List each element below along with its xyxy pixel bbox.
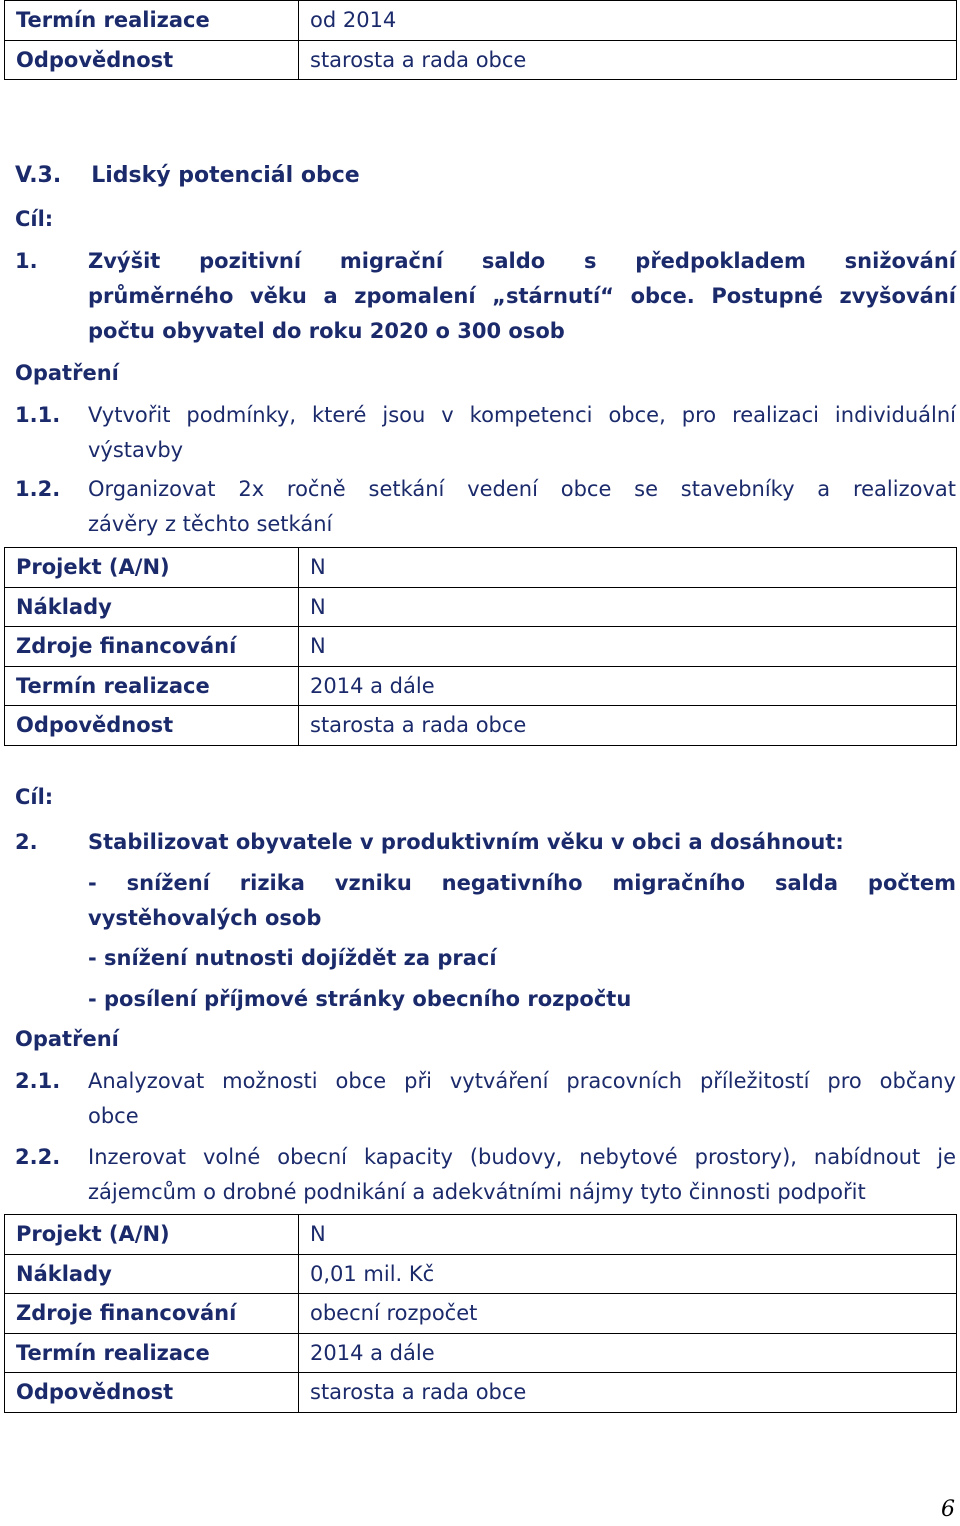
- measure-number: 2.2.: [15, 1145, 61, 1169]
- measures-label: Opatření: [15, 361, 119, 385]
- goal-number: 2.: [15, 830, 38, 854]
- table-row: [5, 706, 957, 746]
- table-row: [5, 587, 957, 627]
- goal-title: [88, 825, 956, 860]
- table-label: Odpovědnost: [5, 40, 299, 80]
- table-row: [5, 1254, 957, 1294]
- table-row: [5, 1, 957, 41]
- table-value: N: [299, 548, 957, 588]
- table-label: Zdroje financování: [5, 1294, 299, 1334]
- goal-number: 1.: [15, 249, 38, 273]
- measure-line: závěry z těchto setkání: [88, 512, 333, 536]
- section-heading: [15, 163, 360, 188]
- measure-line: Vytvořit podmínky, které jsou v kompetenci obce, pro realizaci individuální: [88, 403, 956, 427]
- bullet-line: vystěhovalých osob: [88, 906, 322, 930]
- measure-text: [88, 1064, 956, 1134]
- table-row: [5, 40, 957, 80]
- goal-label: Cíl:: [15, 207, 54, 231]
- goal-line: počtu obyvatel do roku 2020 o 300 osob: [88, 319, 565, 343]
- measure-number: 1.1.: [15, 403, 61, 427]
- table-value: starosta a rada obce: [299, 706, 957, 746]
- measure-line: Inzerovat volné obecní kapacity (budovy, nebytové prostory), nabídnout je: [88, 1145, 956, 1169]
- bullet-line: - posílení příjmové stránky obecního rozpočtu: [88, 987, 632, 1011]
- measure-text: [88, 398, 956, 468]
- table-row: [5, 1294, 957, 1334]
- table-value: starosta a rada obce: [299, 40, 957, 80]
- goal-line: Stabilizovat obyvatele v produktivním věku v obci a dosáhnout:: [88, 830, 844, 854]
- measure-text: [88, 472, 956, 542]
- measure-line: Organizovat 2x ročně setkání vedení obce se stavebníky a realizovat: [88, 477, 956, 501]
- measure-line: zájemcům o drobné podnikání a adekvátními nájmy tyto činnosti podpořit: [88, 1180, 866, 1204]
- goal-line: průměrného věku a zpomalení „stárnutí“ obce. Postupné zvyšování: [88, 284, 956, 308]
- table-label: Zdroje financování: [5, 627, 299, 667]
- goal2-info-table: [4, 1214, 957, 1413]
- measure-number: 1.2.: [15, 477, 61, 501]
- goal-bullet: [88, 982, 956, 1017]
- goal-bullet: [88, 866, 956, 936]
- table-row: [5, 1373, 957, 1413]
- table-label: Náklady: [5, 1254, 299, 1294]
- section-title: Lidský potenciál obce: [91, 163, 360, 188]
- table-label: Termín realizace: [5, 666, 299, 706]
- measures-label: Opatření: [15, 1027, 119, 1051]
- table-row: [5, 1215, 957, 1255]
- table-label: Odpovědnost: [5, 706, 299, 746]
- bullet-line: - snížení nutnosti dojíždět za prací: [88, 946, 497, 970]
- table-label: Projekt (A/N): [5, 1215, 299, 1255]
- table-value: obecní rozpočet: [299, 1294, 957, 1334]
- goal-line: Zvýšit pozitivní migrační saldo s předpokladem snižování: [88, 249, 956, 273]
- table-value: N: [299, 627, 957, 667]
- table-value: 0,01 mil. Kč: [299, 1254, 957, 1294]
- section-number: V.3.: [15, 163, 62, 188]
- measure-number: 2.1.: [15, 1069, 61, 1093]
- measure-line: Analyzovat možnosti obce při vytváření pracovních příležitostí pro občany: [88, 1069, 956, 1093]
- goal-bullet: [88, 941, 956, 976]
- measure-line: výstavby: [88, 438, 184, 462]
- page-number: 6: [941, 1497, 955, 1522]
- table-row: [5, 627, 957, 667]
- goal1-info-table: [4, 547, 957, 746]
- table-value: N: [299, 587, 957, 627]
- table-label: Náklady: [5, 587, 299, 627]
- table-row: [5, 666, 957, 706]
- table-label: Projekt (A/N): [5, 548, 299, 588]
- table-row: [5, 1333, 957, 1373]
- table-label: Termín realizace: [5, 1333, 299, 1373]
- table-value: starosta a rada obce: [299, 1373, 957, 1413]
- goal-text: [88, 244, 956, 349]
- goal-label: Cíl:: [15, 785, 54, 809]
- top-info-table: [4, 0, 957, 80]
- table-row: [5, 548, 957, 588]
- table-label: Odpovědnost: [5, 1373, 299, 1413]
- table-value: od 2014: [299, 1, 957, 41]
- bullet-line: - snížení rizika vzniku negativního migračního salda počtem: [88, 871, 956, 895]
- measure-text: [88, 1140, 956, 1210]
- table-label: Termín realizace: [5, 1, 299, 41]
- measure-line: obce: [88, 1104, 139, 1128]
- table-value: 2014 a dále: [299, 1333, 957, 1373]
- table-value: N: [299, 1215, 957, 1255]
- table-value: 2014 a dále: [299, 666, 957, 706]
